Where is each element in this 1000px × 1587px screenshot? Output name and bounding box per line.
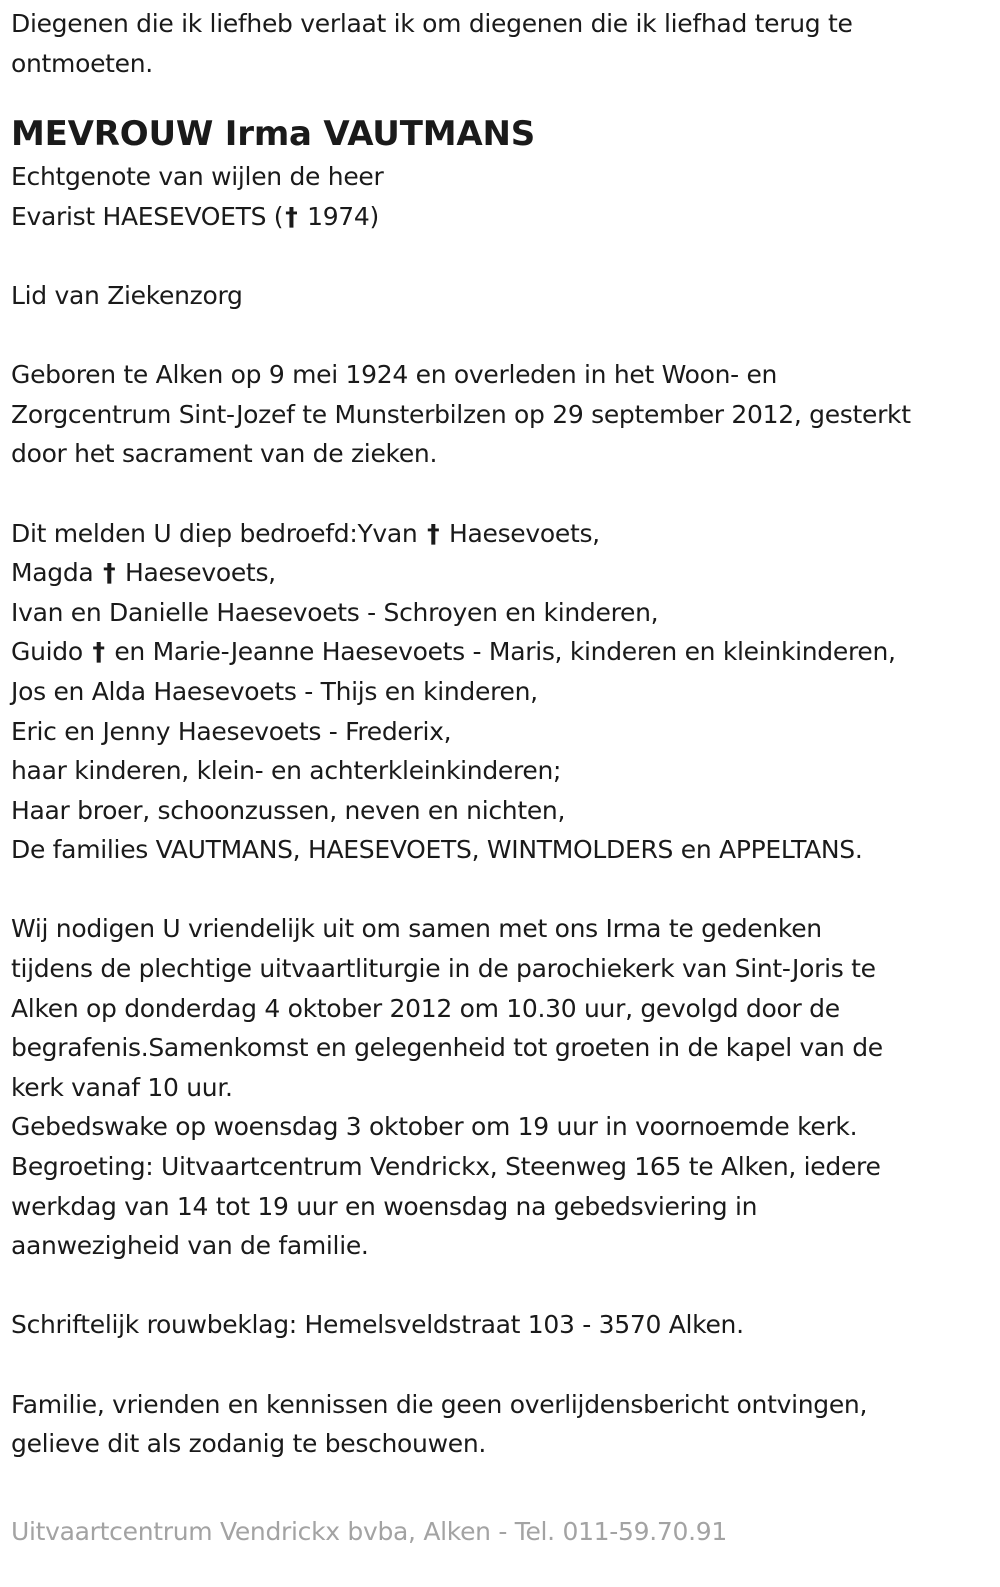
motto (11, 4, 986, 83)
condolence-address: Schriftelijk rouwbeklag: Hemelsveldstraat 103 - 3570 Alken. (11, 1310, 744, 1340)
obituary-notice (11, 4, 986, 1464)
spouse-line (11, 197, 986, 237)
family-text: en Marie-Jeanne Haesevoets - Maris, kinderen en kleinkinderen, (106, 637, 896, 667)
family-line: Haar broer, schoonzussen, neven en nichten, (11, 795, 566, 825)
family-text: Guido (11, 637, 91, 667)
spouse-name-text: Evarist HAESEVOETS ( (11, 201, 284, 231)
paragraph-line: Gebedswake op woensdag 3 oktober om 19 uur in voornoemde kerk. (11, 1112, 858, 1142)
birth-death-paragraph (11, 355, 986, 474)
deceased-name: MEVROUW Irma VAUTMANS (11, 114, 535, 155)
spouse-line: Echtgenote van wijlen de heer (11, 162, 384, 192)
motto-line: Diegenen die ik liefheb verlaat ik om diegenen die ik liefhad terug te (11, 9, 853, 38)
paragraph-line: Alken op donderdag 4 oktober 2012 om 10.30 uur, gevolgd door de (11, 993, 840, 1023)
family-text: Haesevoets, (117, 558, 276, 588)
family-line (11, 553, 986, 593)
paragraph-line: tijdens de plechtige uitvaartliturgie in de parochiekerk van Sint-Joris te (11, 954, 876, 984)
paragraph-line: Familie, vrienden en kennissen die geen overlijdensbericht ontvingen, (11, 1389, 868, 1419)
spouse-info (11, 157, 986, 236)
spouse-year-text: 1974) (299, 201, 379, 231)
family-line (11, 632, 986, 672)
paragraph-line: kerk vanaf 10 uur. (11, 1072, 233, 1102)
family-line: Ivan en Danielle Haesevoets - Schroyen en kinderen, (11, 597, 659, 627)
family-line: haar kinderen, klein- en achterkleinkinderen; (11, 756, 562, 786)
cross-icon: † (103, 558, 116, 588)
paragraph-line: aanwezigheid van de familie. (11, 1231, 369, 1261)
cross-icon: † (92, 637, 105, 667)
cross-icon: † (427, 518, 440, 548)
paragraph-line: door het sacrament van de zieken. (11, 439, 438, 469)
membership: Lid van Ziekenzorg (11, 280, 243, 310)
ceremony-paragraph (11, 909, 986, 1265)
family-line: Eric en Jenny Haesevoets - Frederix, (11, 716, 452, 746)
family-text: Haesevoets, (441, 518, 600, 548)
funeral-home-footer: Uitvaartcentrum Vendrickx bvba, Alken - Tel. 011-59.70.91 (11, 1517, 727, 1546)
paragraph-line: Wij nodigen U vriendelijk uit om samen met ons Irma te gedenken (11, 914, 822, 944)
paragraph-line: Zorgcentrum Sint-Jozef te Munsterbilzen op 29 september 2012, gesterkt (11, 399, 911, 429)
family-text: Magda (11, 558, 102, 588)
notice-paragraph (11, 1385, 986, 1464)
paragraph-line: gelieve dit als zodanig te beschouwen. (11, 1429, 487, 1459)
family-line: De families VAUTMANS, HAESEVOETS, WINTMOLDERS en APPELTANS. (11, 835, 863, 865)
family-line: Jos en Alda Haesevoets - Thijs en kinderen, (11, 676, 538, 706)
paragraph-line: Geboren te Alken op 9 mei 1924 en overleden in het Woon- en (11, 360, 778, 390)
family-list (11, 514, 986, 870)
family-line (11, 514, 986, 554)
cross-icon: † (285, 201, 298, 231)
motto-line: ontmoeten. (11, 48, 153, 78)
paragraph-line: Begroeting: Uitvaartcentrum Vendrickx, Steenweg 165 te Alken, iedere (11, 1152, 881, 1182)
paragraph-line: begrafenis.Samenkomst en gelegenheid tot groeten in de kapel van de (11, 1033, 883, 1063)
paragraph-line: werkdag van 14 tot 19 uur en woensdag na gebedsviering in (11, 1191, 758, 1221)
family-text: Dit melden U diep bedroefd:Yvan (11, 518, 426, 548)
